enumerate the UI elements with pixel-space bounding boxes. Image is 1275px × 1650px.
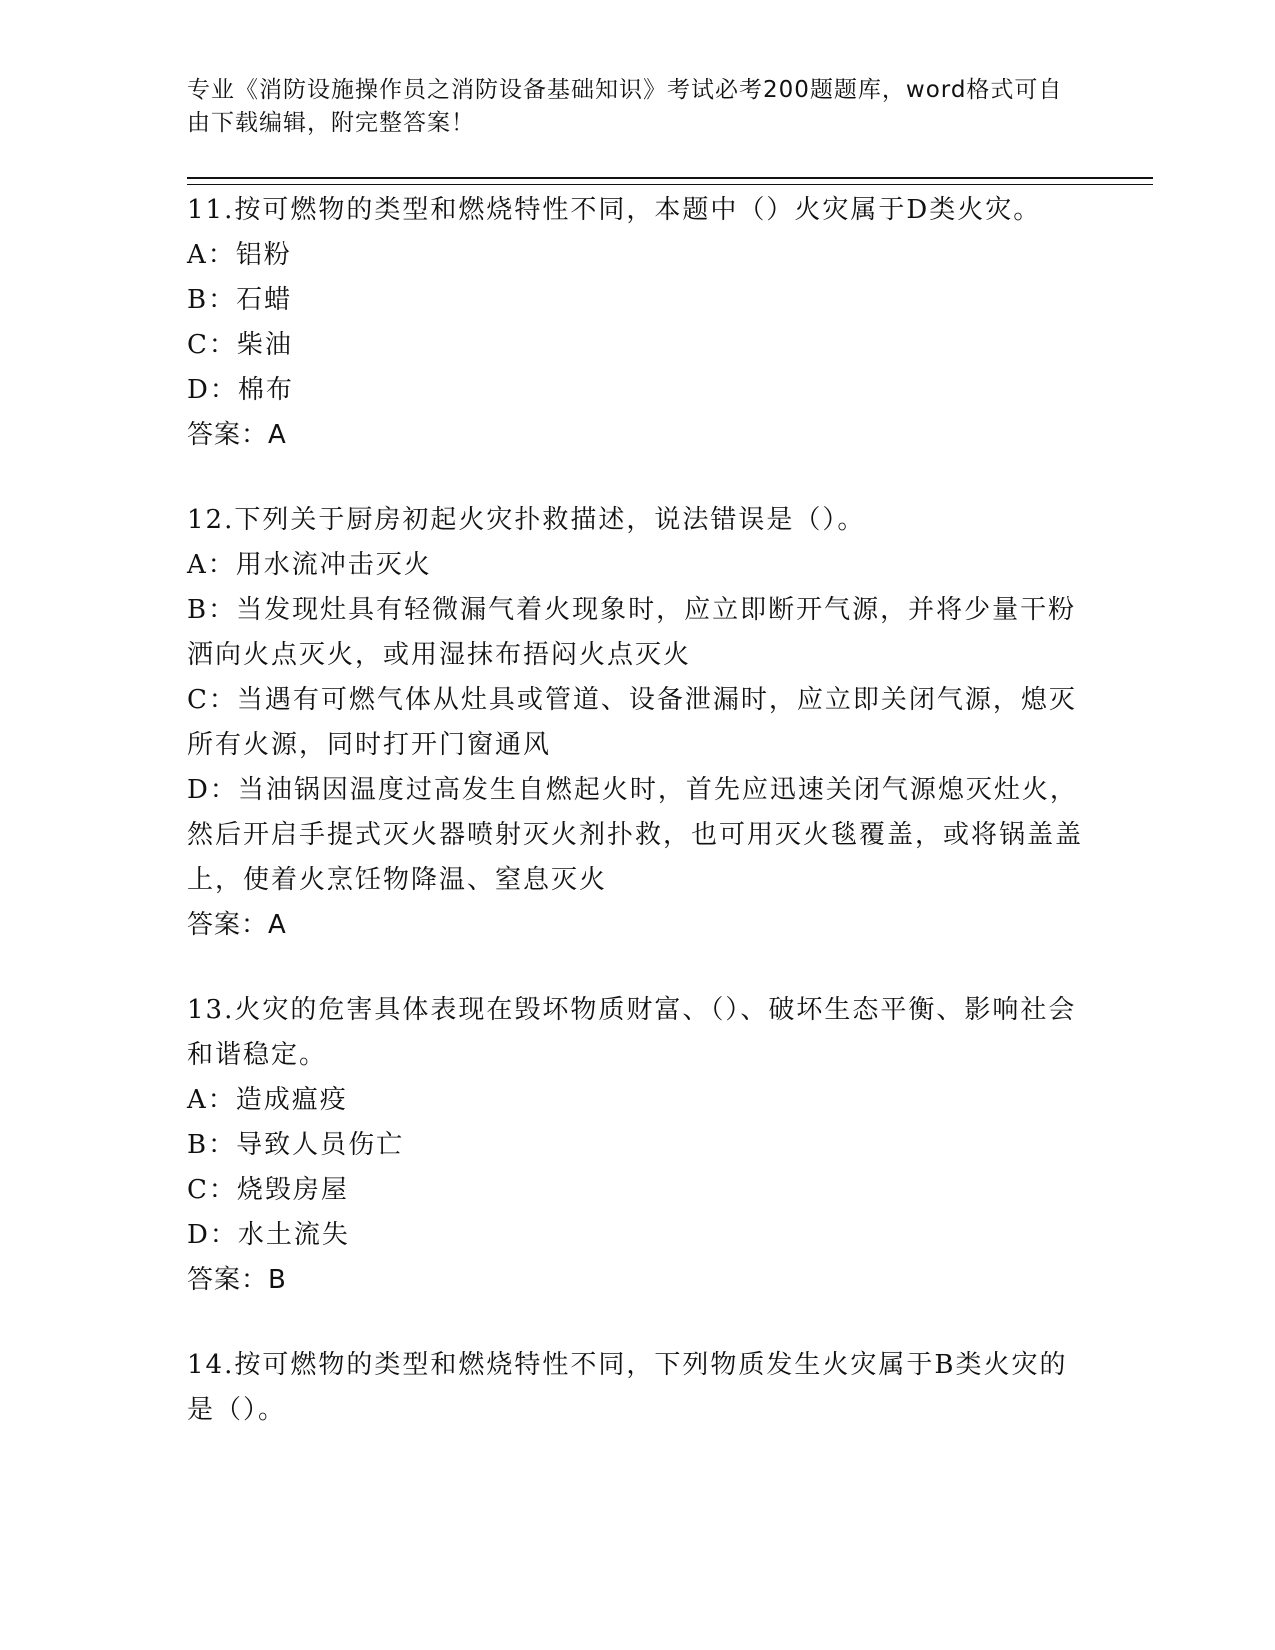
header-rule-thick [187,177,1153,179]
question-stem: 12.下列关于厨房初起火灾扑救描述，说法错误是（）。 [187,505,866,535]
header-rule-thin [187,184,1153,185]
answer-line: 答案：A [187,420,287,450]
question-list [187,188,1087,1473]
question-stem: 13.火灾的危害具体表现在毁坏物质财富、（）、破坏生态平衡、影响社会和谐稳定。 [187,995,1077,1070]
document-header: 专业《消防设施操作员之消防设备基础知识》考试必考200题题库，word格式可自由下载编辑，附完整答案！ [187,77,1063,136]
option-b: B：当发现灶具有轻微漏气着火现象时，应立即断开气源，并将少量干粉洒向火点灭火，或用湿抹布捂闷火点灭火 [187,595,1077,670]
option-d: D：棉布 [187,375,294,405]
option-d: D：当油锅因温度过高发生自燃起火时，首先应迅速关闭气源熄灭灶火，然后开启手提式灭火器喷射灭火剂扑救，也可用灭火毯覆盖，或将锅盖盖上，使着火烹饪物降温、窒息灭火 [187,775,1084,895]
question-14 [187,1343,1087,1433]
answer-line: 答案：B [187,1265,287,1295]
option-c: C：当遇有可燃气体从灶具或管道、设备泄漏时，应立即关闭气源，熄灭所有火源，同时打开门窗通风 [187,685,1077,760]
question-13 [187,988,1087,1303]
option-a: A：用水流冲击灭火 [187,550,432,580]
option-c: C：烧毁房屋 [187,1175,349,1205]
option-a: A：造成瘟疫 [187,1085,348,1115]
option-d: D：水土流失 [187,1220,350,1250]
question-stem: 11.按可燃物的类型和燃烧特性不同，本题中（）火灾属于D类火灾。 [187,195,1042,225]
answer-line: 答案：A [187,910,287,940]
option-b: B：导致人员伤亡 [187,1130,405,1160]
question-stem: 14.按可燃物的类型和燃烧特性不同，下列物质发生火灾属于B类火灾的是（）。 [187,1350,1068,1425]
option-c: C：柴油 [187,330,293,360]
question-12 [187,498,1087,948]
question-11 [187,188,1087,458]
option-a: A：铝粉 [187,240,292,270]
option-b: B：石蜡 [187,285,293,315]
